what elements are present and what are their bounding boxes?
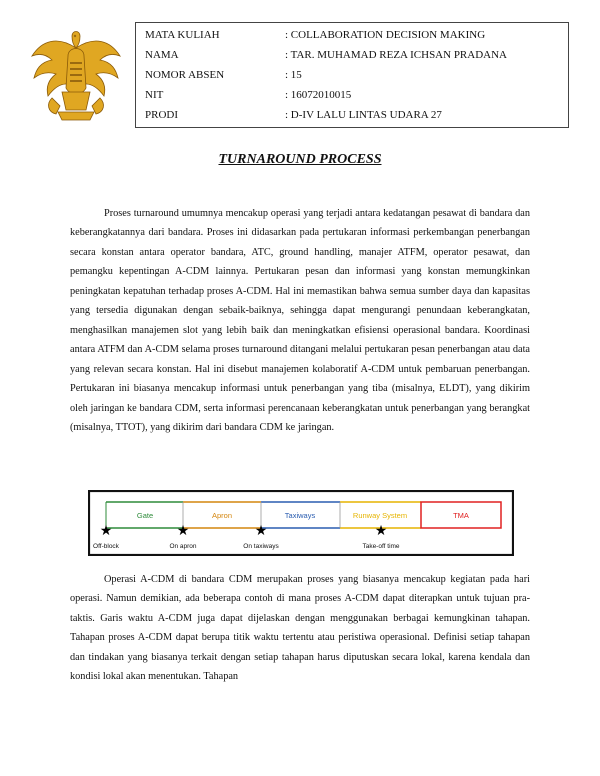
gate-label: Gate: [136, 511, 154, 520]
info-value: : D-IV LALU LINTAS UDARA 27: [285, 109, 442, 121]
info-value: : 16072010015: [285, 89, 352, 101]
take-off-star-icon: ★: [374, 524, 388, 539]
info-row-nama: [145, 49, 507, 61]
info-row-mata-kuliah: [145, 29, 485, 41]
info-label: NIT: [145, 89, 164, 101]
student-info-box: [135, 22, 569, 128]
runway-system-label: Runway System: [352, 511, 408, 520]
info-row-nit: [145, 89, 351, 101]
paragraph-1: [70, 204, 530, 437]
off-block-star-icon: ★: [99, 524, 113, 539]
info-row-prodi: [145, 109, 442, 121]
take-off-time-label: Take-off time: [362, 543, 400, 550]
acdm-timeline-diagram: [88, 490, 514, 556]
document-title: TURNAROUND PROCESS: [218, 152, 382, 167]
on-apron-star-icon: ★: [176, 524, 190, 539]
timeline-frame: [89, 491, 513, 555]
garuda-emblem-logo: [28, 26, 124, 124]
on-taxiways-star-icon: ★: [254, 524, 268, 539]
info-label: NAMA: [145, 49, 179, 61]
apron-label: Apron: [211, 511, 233, 520]
info-label: PRODI: [145, 109, 179, 121]
paragraph-2-text: Operasi A-CDM di bandara CDM merupakan proses yang biasanya mencakup kegiatan pada hari operasi. Namun demikian, ada beberapa contoh di mana proses A-CDM dapat diterapkan untuk tujuan pra-taktis. Garis waktu A-CDM juga dapat dijelaskan dengan menggunakan berbagai kemungkinan tahapan. Tahapan proses A-CDM dapat berupa titik waktu tertentu atau peristiwa operasional. Definisi setiap tahapan dan tindakan yang biasanya terkait dengan setiap tahapan harus diputuskan secara lokal, karena kendala dan kondisi lokal akan menentukan. Tahapan: [70, 574, 530, 683]
info-value: : 15: [285, 69, 302, 81]
tma-label: TMA: [453, 511, 469, 520]
info-value: : TAR. MUHAMAD REZA ICHSAN PRADANA: [285, 49, 507, 61]
info-row-nomor-absen: [145, 69, 302, 81]
info-label: MATA KULIAH: [145, 29, 220, 41]
on-taxiways-label: On taxiways: [243, 543, 279, 550]
off-block-label: Off-block: [93, 543, 119, 550]
on-apron-label: On apron: [169, 543, 197, 550]
paragraph-2: [70, 570, 530, 687]
taxiways-label: Taxiways: [284, 511, 316, 520]
info-value: : COLLABORATION DECISION MAKING: [285, 29, 486, 41]
paragraph-1-text: Proses turnaround umumnya mencakup operasi yang terjadi antara kedatangan pesawat di bandara dan keberangkatannya dari bandara. Proses ini didasarkan pada pertukaran informasi perkembangan penerbangan secara konstan antara operator bandara, ATC, ground handling, manajer ATFM, operator pesawat, dan pemangku kepentingan A-CDM lainnya. Pertukaran pesan dan informasi yang konstan memungkinkan peningkatan kepatuhan terhadap proses A-CDM. Hal ini memastikan bahwa semua sumber daya dan kapasitas yang tersedia digunakan dengan sebaik-baiknya, sehingga dapat mengurangi penundaan keberangkatan, menghasilkan manajemen slot yang lebih baik dan meningkatkan efisiensi operasional bandara. Koordinasi antara ATFM dan A-CDM selama proses turnaround ditangani melalui pertukaran pesan penerbangan atau data yang relevan secara konstan. Hal ini disebut manajemen kolaboratif A-CDM untuk pembaruan penerbangan. Pertukaran ini biasanya mencakup informasi untuk penerbangan yang tiba (misalnya, ELDT), yang dikirim oleh jaringan ke bandara CDM, serta informasi perencanaan keberangkatan untuk penerbangan yang berangkat (misalnya, TTOT), yang dikirim dari bandara CDM ke jaringan.: [70, 208, 530, 433]
info-label: NOMOR ABSEN: [145, 69, 225, 81]
